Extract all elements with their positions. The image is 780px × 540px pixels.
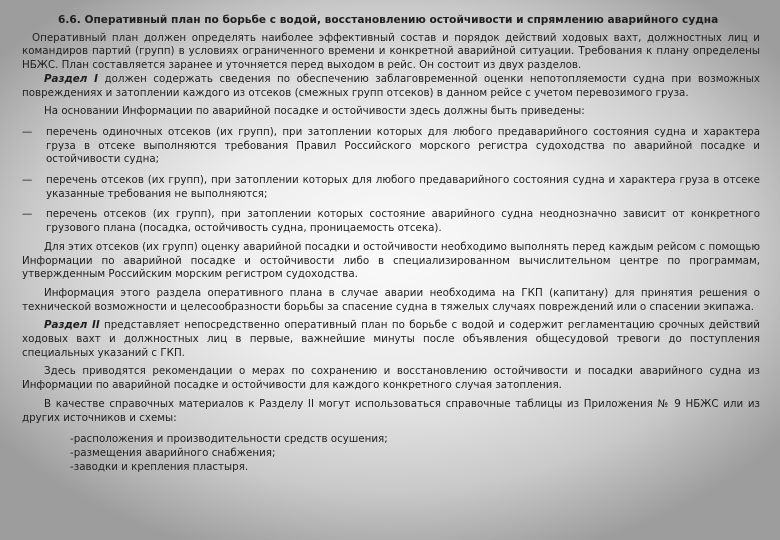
dash-marker: — — [22, 208, 33, 221]
paragraph-assessment: Для этих отсеков (их групп) оценку аварийной посадки и остойчивости необходимо выполнять перед каждым рейсом с помощью Информации по аварийной посадке и остойчивости либо в специализированном вычислительном центре по программам, утвержденным Российским морским регистром судоходства. — [22, 240, 760, 281]
list-item-text: перечень отсеков (их групп), при затоплении которых состояние аварийного судна неоднозначно зависит от конкретного грузового плана (посадка, остойчивость судна, проницаемость отсека). — [46, 208, 760, 235]
paragraph-information: Информация этого раздела оперативного плана в случае аварии необходима на ГКП (капитану) для принятия решения о технической возможности и целесообразности борьбы за спасение судна в тяжелых случаях повреждений или о спасении экипажа. — [22, 286, 760, 313]
dash-marker: — — [22, 125, 33, 138]
reference-list-item: -заводки и крепления пластыря. — [70, 461, 249, 474]
paragraph-intro: Оперативный план должен определять наиболее эффективный состав и порядок действий ходовых вахт, должностных лиц и командиров партий (групп) в условиях ограниченного времени и конкретной аварийной ситуации. Требования к плану определены НБЖС. План составляется заранее и уточняется перед выходом в рейс. Он состоит из двух разделов. — [22, 31, 760, 72]
section-1-text: должен содержать сведения по обеспечению заблаговременной оценки непотопляемости судна при возможных повреждениях и затоплении каждого из отсеков (смежных групп отсеков) в данном рейсе с учетом перевозимого груза. — [22, 72, 760, 99]
list-item — [22, 126, 760, 167]
paragraph-section-2 — [22, 319, 760, 360]
paragraph-basis: На основании Информации по аварийной посадке и остойчивости здесь должны быть приведены: — [44, 105, 585, 118]
dash-marker: — — [22, 174, 33, 187]
paragraph-recommendations: Здесь приводятся рекомендации о мерах по сохранению и восстановлению остойчивости и посадки аварийного судна из Информации по аварийной посадке и остойчивости для каждого конкретного случая затопления. — [22, 365, 760, 392]
reference-list-item: -расположения и производительности средств осушения; — [70, 433, 388, 446]
paragraph-reference: В качестве справочных материалов к Разделу II могут использоваться справочные таблицы из Приложения № 9 НБЖС или из других источников и схемы: — [22, 397, 760, 424]
document-page — [22, 14, 760, 474]
list-item — [22, 174, 760, 201]
reference-list — [70, 432, 760, 474]
reference-list-item: -размещения аварийного снабжения; — [70, 447, 276, 460]
section-heading: 6.6. Оперативный план по борьбе с водой, восстановлению остойчивости и спрямлению аварийного судна — [58, 14, 719, 26]
list-item-text: перечень отсеков (их групп), при затоплении которых для любого предаварийного состояния судна и характера груза в отсеке указанные требования не выполняются; — [46, 174, 760, 200]
section-1-label: Раздел I — [44, 72, 98, 85]
paragraph-section-1 — [22, 73, 760, 100]
section-2-label: Раздел II — [44, 319, 100, 332]
list-item-text: перечень одиночных отсеков (их групп), при затоплении которых для любого предаварийного состояния судна и характера груза в отсеке выполняются требования Правил Российского морского регистра судоходства по аварийной посадке и остойчивости судна; — [46, 125, 760, 166]
section-2-text: представляет непосредственно оперативный план по борьбе с водой и содержит регламентацию срочных действий ходовых вахт и должностных лиц в первые, важнейшие минуты после объявления общесудовой тревоги до поступления специальных указаний с ГКП. — [22, 319, 760, 359]
list-item — [22, 208, 760, 235]
